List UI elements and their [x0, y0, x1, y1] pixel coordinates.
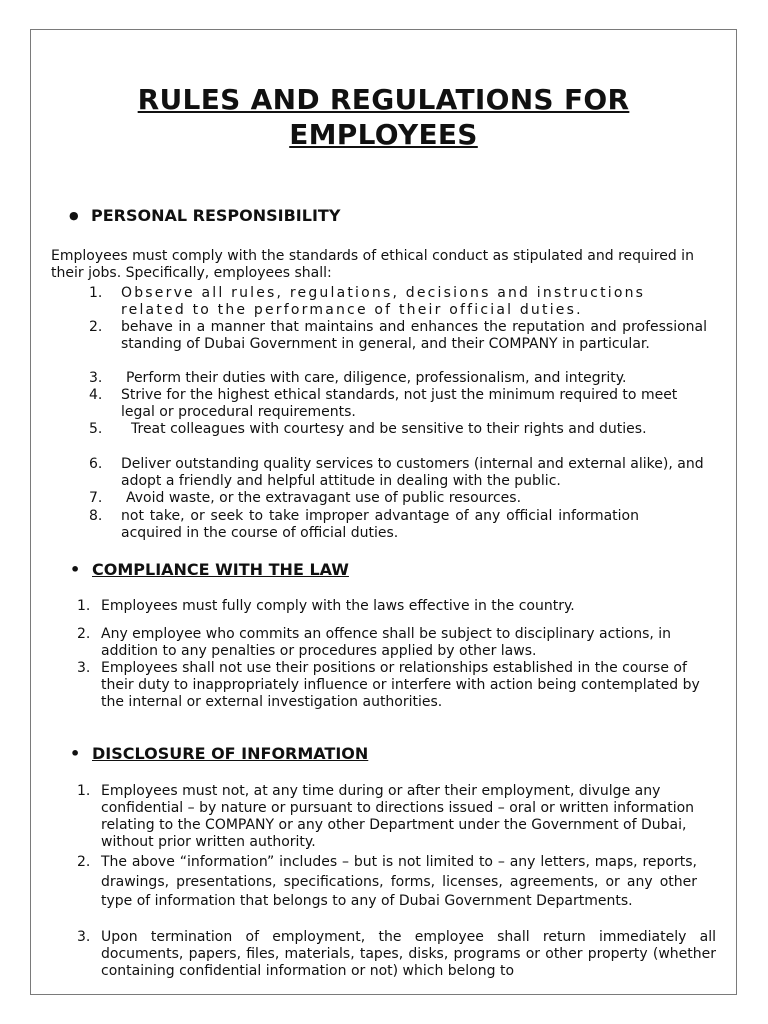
item-text: Avoid waste, or the extravagant use of public resources. — [126, 490, 522, 506]
section-title: PERSONAL RESPONSIBILITY — [91, 206, 341, 225]
item-text: Treat colleagues with courtesy and be sensitive to their rights and duties. — [131, 421, 647, 437]
item-text: not take, or seek to take improper advantage of any official information acquired in the course of official duties. — [121, 508, 639, 541]
item-text: Upon termination of employment, the employee shall return immediately all documents, papers, files, materials, tapes, disks, programs or other property (whether containing confidential information or not) which belong to — [101, 929, 716, 979]
section-heading-disclosure — [70, 744, 368, 764]
bullet-icon: • — [70, 744, 81, 763]
item-number: 2. — [89, 319, 103, 335]
item-number: 1. — [77, 598, 91, 614]
item-number: 3. — [77, 929, 91, 945]
item-number: 3. — [89, 370, 103, 386]
item-text: Perform their duties with care, diligence, professionalism, and integrity. — [126, 370, 627, 386]
item-number: 4. — [89, 387, 103, 403]
item-text: Employees must not, at any time during or after their employment, divulge any confidential – by nature or pursuant to directions issued – oral or written information relating to the COMPANY or any other Department under the Government of Dubai, without prior written authority. — [101, 783, 695, 850]
item-text: Strive for the highest ethical standards, not just the minimum required to meet legal or procedural requirements. — [121, 387, 678, 420]
item-text: The above “information” includes – but is not limited to – any letters, maps, reports, drawings, presentations, specifications, forms, licenses, agreements, or any other type of information that belongs to any of Dubai Government Departments. — [101, 854, 697, 909]
section-heading-personal-responsibility — [69, 206, 340, 226]
item-text: Any employee who commits an offence shall be subject to disciplinary actions, in addition to any penalties or procedures applied by other laws. — [101, 626, 672, 659]
item-text: Employees must fully comply with the laws effective in the country. — [101, 598, 575, 614]
section-heading-compliance — [70, 560, 349, 580]
section-title: COMPLIANCE WITH THE LAW — [92, 560, 349, 579]
title-line-2: EMPLOYEES — [289, 118, 478, 151]
document-title — [31, 82, 736, 152]
document-page — [30, 29, 737, 995]
item-number: 8. — [89, 508, 103, 524]
item-text: Employees shall not use their positions or relationships established in the course of their duty to inappropriately influence or interfere with action being contemplated by the internal or external investigation authorities. — [101, 660, 700, 710]
item-number: 1. — [77, 783, 91, 799]
section-intro: Employees must comply with the standards of ethical conduct as stipulated and required in their jobs. Specifically, employees shall: — [51, 248, 694, 281]
item-text: Observe all rules, regulations, decisions and instructions related to the performance of their official duties. — [121, 285, 646, 318]
bullet-icon: ● — [69, 209, 79, 222]
item-number: 1. — [89, 285, 103, 301]
item-text: behave in a manner that maintains and enhances the reputation and professional standing of Dubai Government in general, and their COMPANY in particular. — [121, 319, 707, 352]
item-number: 3. — [77, 660, 91, 676]
item-text: Deliver outstanding quality services to customers (internal and external alike), and adopt a friendly and helpful attitude in dealing with the public. — [121, 456, 704, 489]
section-title: DISCLOSURE OF INFORMATION — [92, 744, 369, 763]
item-number: 2. — [77, 854, 91, 870]
item-number: 5. — [89, 421, 103, 437]
item-number: 6. — [89, 456, 103, 472]
item-number: 2. — [77, 626, 91, 642]
title-line-1: RULES AND REGULATIONS FOR — [137, 83, 630, 116]
bullet-icon: • — [70, 560, 81, 579]
item-number: 7. — [89, 490, 103, 506]
